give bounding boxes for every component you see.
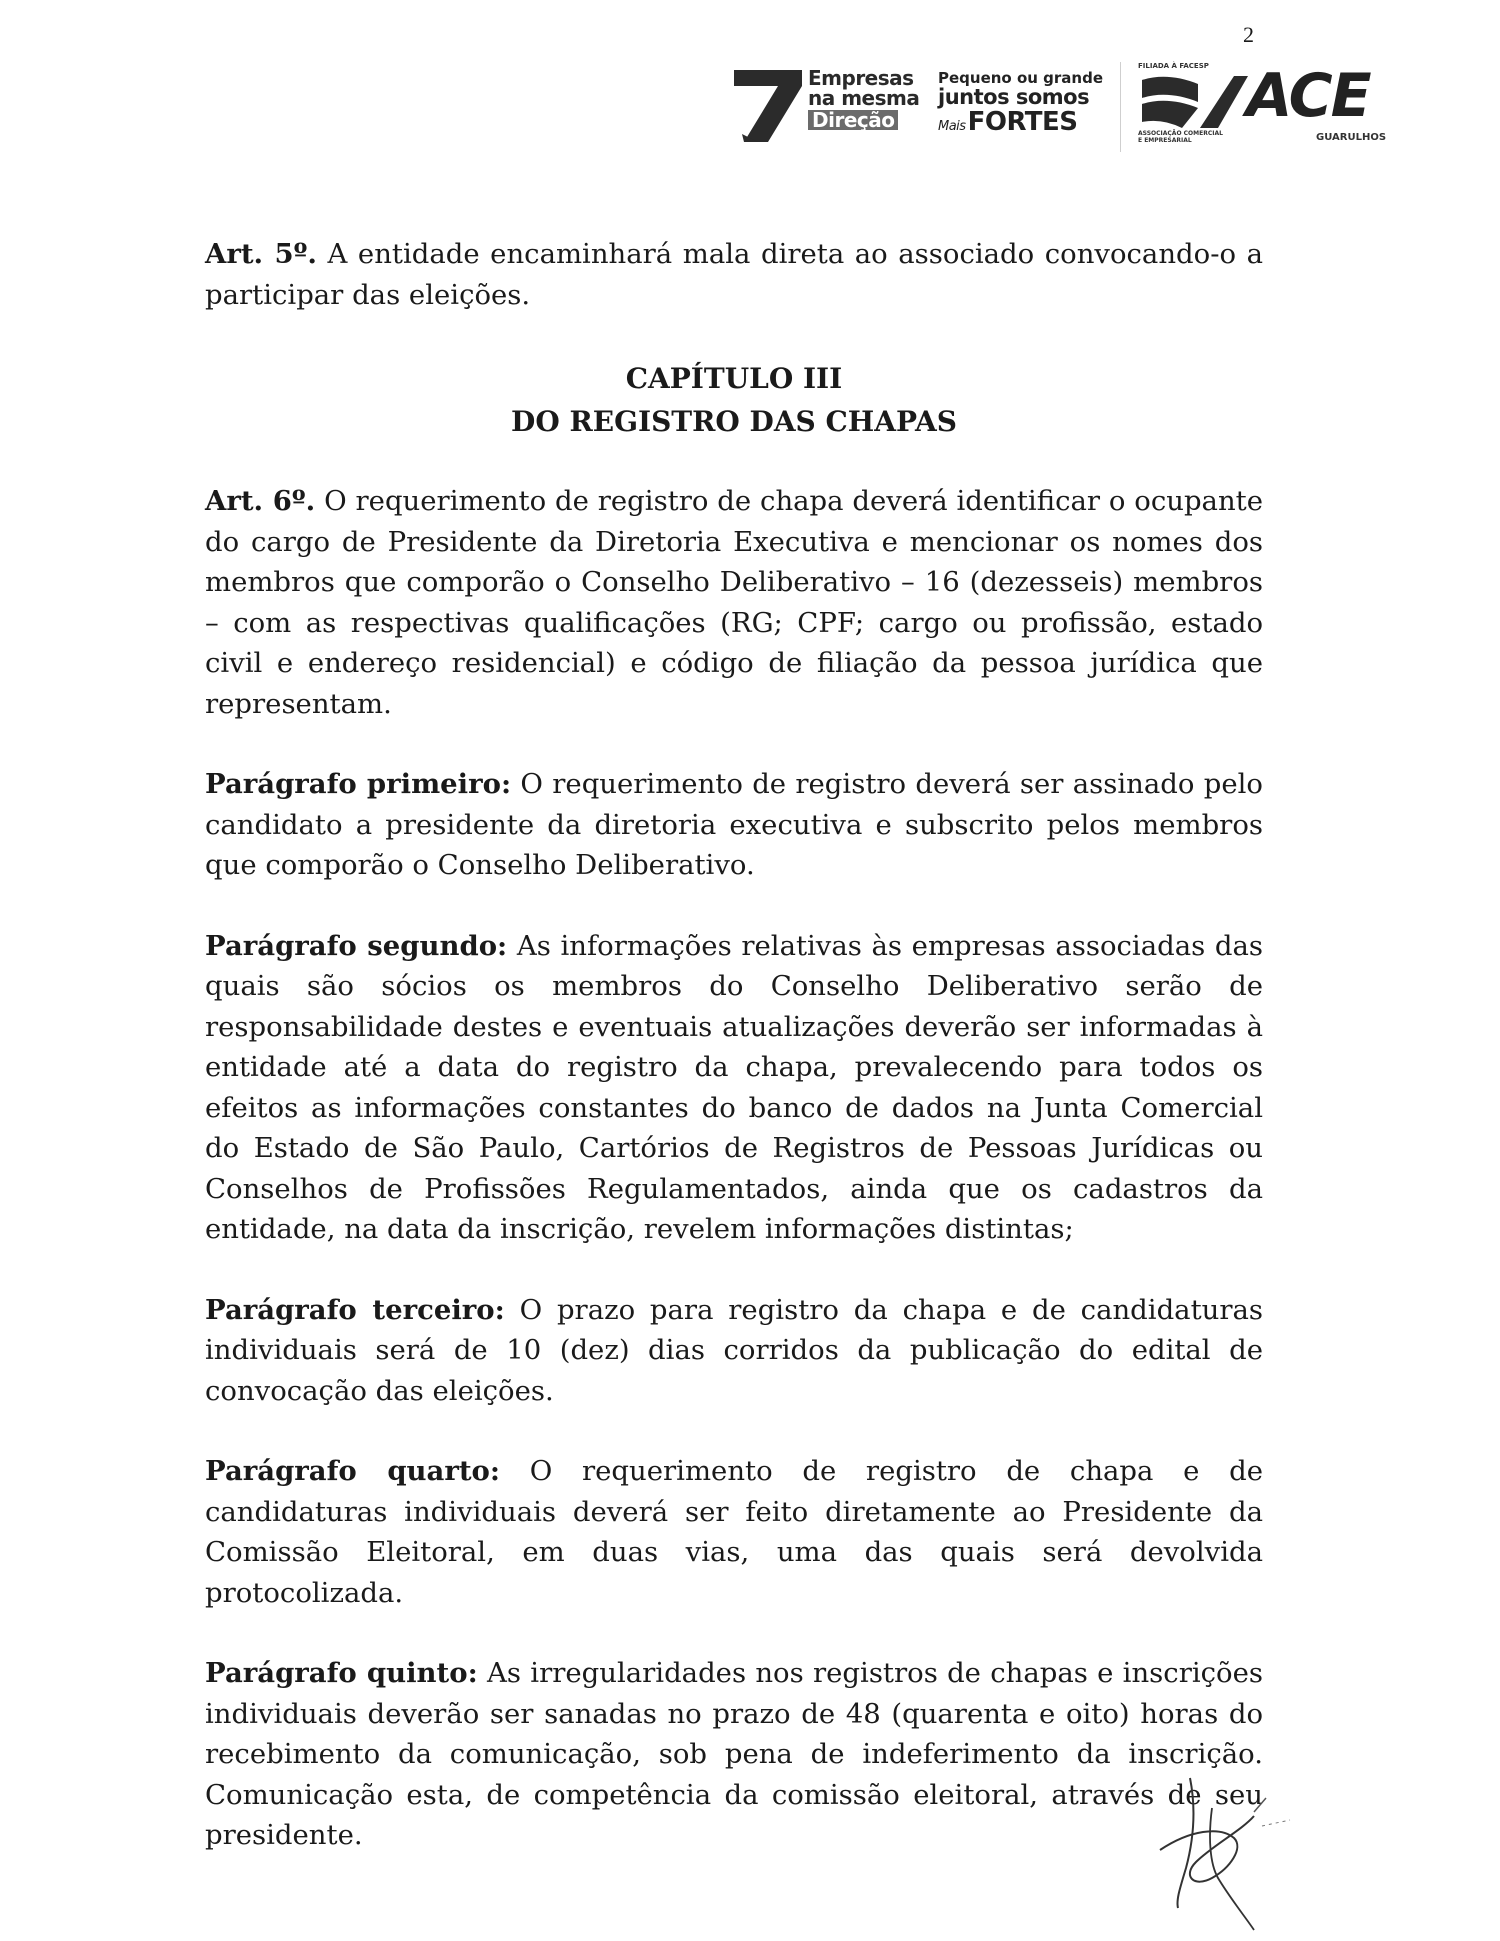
paragraph-terceiro-lead: Parágrafo terceiro: — [205, 1293, 505, 1326]
logo-ace-city: GUARULHOS — [1316, 132, 1387, 143]
paragraph-quinto-lead: Parágrafo quinto: — [205, 1657, 478, 1689]
paragraph-primeiro-lead: Parágrafo primeiro: — [205, 768, 512, 800]
article-5 — [205, 234, 1263, 315]
paragraph-quarto — [205, 1451, 1263, 1613]
paragraph-segundo — [205, 926, 1263, 1250]
logo-ppg-line1: Pequeno ou grande — [938, 69, 1104, 87]
logo-ace-name: ACE — [1246, 61, 1370, 131]
logo-ace-assoc-line1: ASSOCIAÇÃO COMERCIAL — [1138, 130, 1223, 137]
article-5-text: A entidade encaminhará mala direta ao associado convocando-o a participar das eleições. — [205, 238, 1263, 311]
logo-emd-line2: na mesma — [808, 86, 920, 110]
logo-ace-filiada: FILIADA À FACESP — [1138, 62, 1209, 70]
logo-juntos-somos-mais-fortes — [938, 70, 1103, 141]
paragraph-primeiro — [205, 764, 1263, 886]
article-6-lead: Art. 6º. — [205, 485, 316, 517]
logo-ppg-mais: Mais — [938, 119, 966, 134]
handwritten-signature — [1150, 1768, 1300, 1933]
article-6 — [205, 481, 1263, 724]
paragraph-terceiro — [205, 1290, 1263, 1412]
paragraph-quinto — [205, 1653, 1263, 1856]
logo-ace-guarulhos — [1138, 60, 1388, 160]
document-body — [205, 234, 1263, 1856]
article-5-lead: Art. 5º. — [205, 238, 317, 270]
arrow-logo-icon — [728, 64, 808, 148]
logo-ppg-line2: juntos somos — [938, 85, 1090, 109]
paragraph-quarto-lead: Parágrafo quarto: — [205, 1455, 501, 1487]
header-divider — [1120, 62, 1121, 152]
paragraph-segundo-text: As informações relativas às empresas associadas das quais são sócios os membros do Conselho Deliberativo serão de responsabilidade destes e eventuais atualizações deverão ser informadas à entidade até a data do registro da chapa, prevalecendo para todos os efeitos as informações constantes do banco de dados na Junta Comercial do Estado de São Paulo, Cartórios de Registros de Pessoas Jurídicas ou Conselhos de Profissões Regulamentados, ainda que os cadastros da entidade, na data da inscrição, revelem informações distintas; — [205, 929, 1263, 1245]
logo-empresas-na-mesma-direcao — [728, 64, 928, 148]
logo-emd-line3: Direção — [808, 110, 898, 130]
logo-emd-line1: Empresas — [808, 66, 914, 90]
page-number: 2 — [1243, 22, 1254, 47]
ace-emblem-icon — [1138, 72, 1248, 132]
chapter-number: CAPÍTULO III — [625, 362, 843, 395]
chapter-heading — [205, 357, 1263, 443]
page-header — [728, 60, 1388, 160]
paragraph-quinto-text: As irregularidades nos registros de chapas e inscrições individuais deverão ser sanadas no prazo de 48 (quarenta e oito) horas do recebimento da comunicação, sob pena de indeferimento da inscrição. Comunicação esta, de competência da comissão eleitoral, através de seu presidente. — [205, 1657, 1263, 1851]
paragraph-quarto-text: O requerimento de registro de chapa e de candidaturas individuais deverá ser feito diretamente ao Presidente da Comissão Eleitoral, em duas vias, uma das quais será devolvida protocolizada. — [205, 1455, 1263, 1609]
logo-ppg-line3: FORTES — [967, 107, 1078, 137]
logo-ace-assoc-line2: E EMPRESARIAL — [1138, 137, 1192, 144]
paragraph-segundo-lead: Parágrafo segundo: — [205, 929, 508, 962]
article-6-text: O requerimento de registro de chapa deverá identificar o ocupante do cargo de Presidente da Diretoria Executiva e mencionar os nomes dos membros que comporão o Conselho Deliberativo – 16 (dezesseis) membros – com as respectivas qualificações (RG; CPF; cargo ou profissão, estado civil e endereço residencial) e código de filiação da pessoa jurídica que representam. — [205, 485, 1263, 720]
paragraph-primeiro-text: O requerimento de registro deverá ser assinado pelo candidato a presidente da diretoria executiva e subscrito pelos membros que comporão o Conselho Deliberativo. — [205, 768, 1263, 881]
chapter-title: DO REGISTRO DAS CHAPAS — [511, 405, 957, 438]
paragraph-terceiro-text: O prazo para registro da chapa e de candidaturas individuais será de 10 (dez) dias corridos da publicação do edital de convocação das eleições. — [205, 1293, 1263, 1407]
